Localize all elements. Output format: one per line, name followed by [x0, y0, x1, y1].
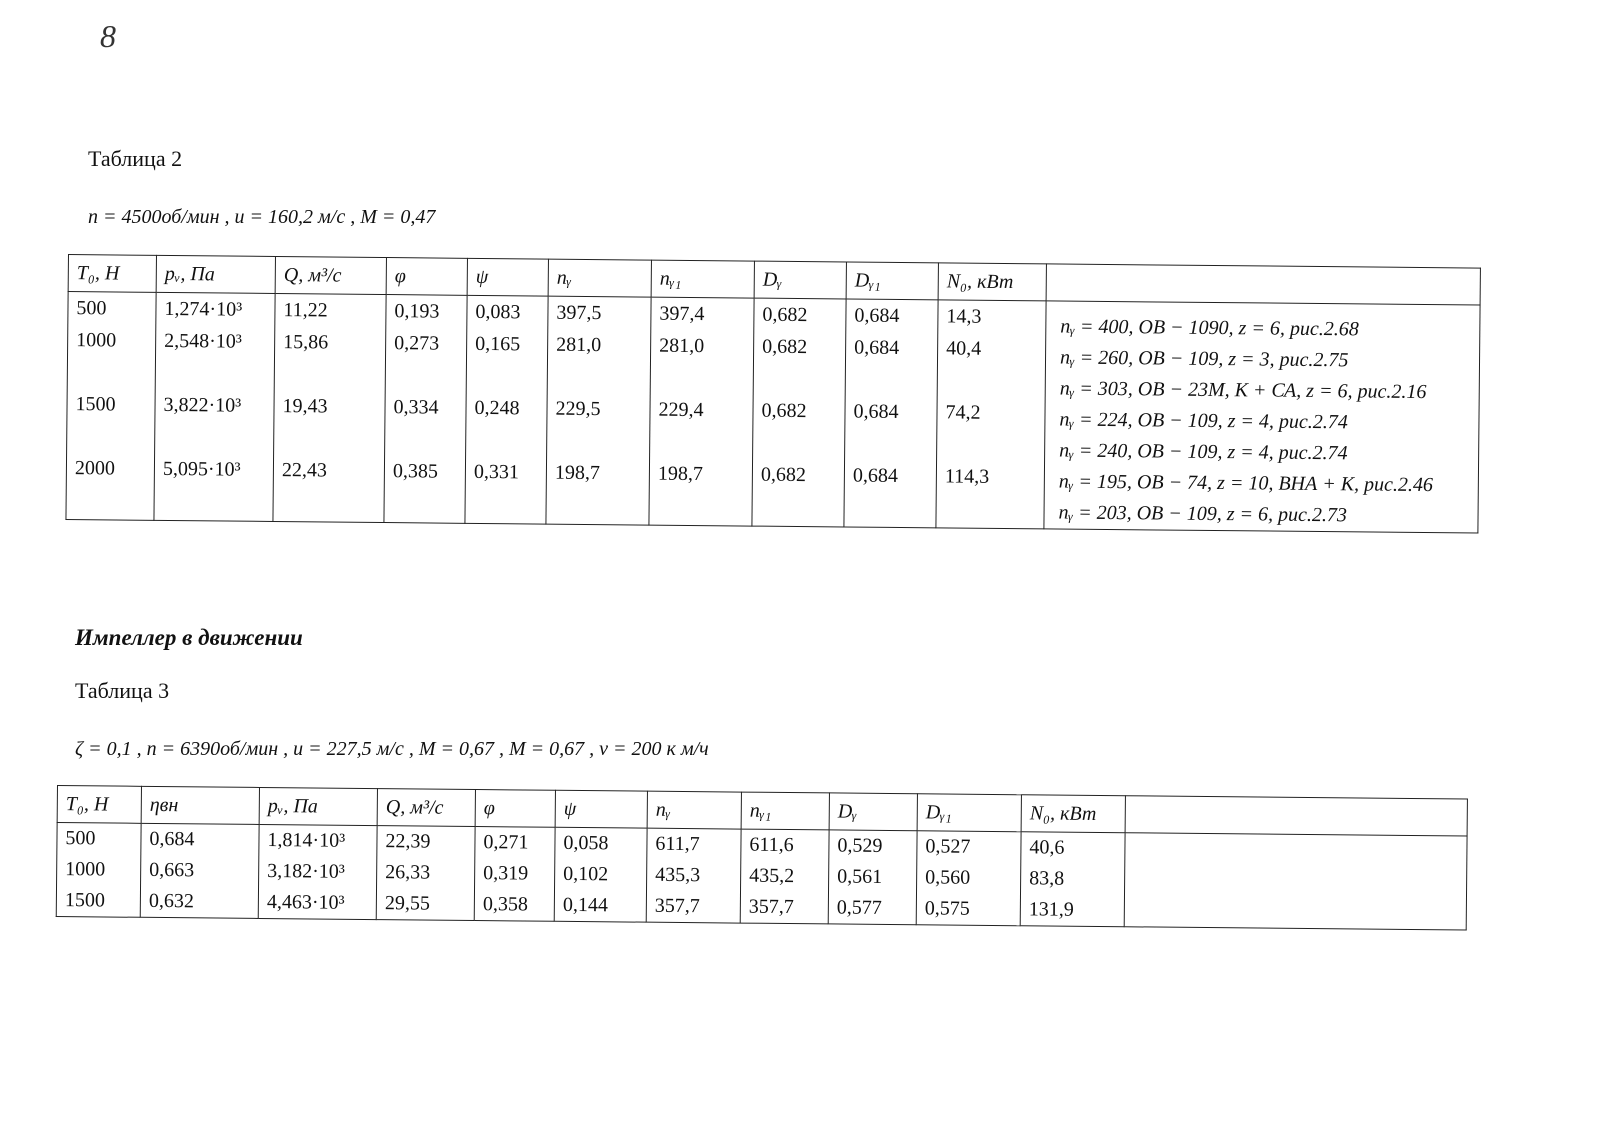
table3-q-cell: 29,55 [384, 892, 430, 915]
table3-n0-cell: 83,8 [1029, 867, 1065, 890]
table2-ny-cell: 281,0 [556, 333, 602, 357]
table3 [56, 785, 1468, 931]
table3-dy-cell: 0,577 [836, 896, 882, 919]
table2-q-cell [283, 358, 377, 391]
table2-pv-cell [162, 485, 264, 518]
table3-col-ny1 [740, 829, 829, 924]
table2-t0-cell [76, 356, 147, 389]
table2-pv-cell [164, 357, 266, 390]
table2-col-dy [752, 298, 846, 527]
table2-params: n = 4500об/мин , u = 160,2 м/с , M = 0,47 [88, 206, 436, 228]
table2-ny1-cell [658, 426, 744, 459]
table2-t0-cell: 1500 [75, 393, 116, 416]
table3-col-n0 [1020, 832, 1125, 927]
page-number: 8 [100, 18, 116, 54]
table2-ny1-cell: 281,0 [659, 334, 705, 358]
table2-col-q [273, 293, 386, 522]
table2-note: nᵧ = 224, ОВ − 109, z = 4, рис.2.74 [1059, 408, 1348, 434]
table2-header-notes [1046, 264, 1480, 305]
table2-q-cell: 11,22 [283, 299, 328, 322]
table2-t0-cell: 500 [76, 297, 107, 320]
table2-phi-cell: 0,193 [394, 300, 440, 323]
table3-dy1-cell: 0,560 [925, 866, 971, 889]
table2-dy1-cell [853, 428, 928, 461]
table3-dy-cell: 0,561 [837, 865, 883, 888]
table3-n0-cell: 131,9 [1028, 898, 1074, 921]
table3-phi-cell: 0,358 [482, 893, 528, 916]
table2-ny1-cell [657, 490, 743, 523]
table2-psi-cell [474, 424, 538, 457]
table3-header-psi: ψ [555, 790, 647, 828]
table2-t0-cell [75, 420, 146, 453]
table2-psi-cell: 0,331 [473, 460, 520, 484]
table2-phi-cell: 0,273 [394, 332, 440, 355]
table2-psi-cell: 0,248 [474, 396, 520, 420]
table2-dy-cell: 0,682 [762, 303, 808, 327]
table2-n0-cell: 74,2 [945, 401, 981, 424]
table2-ny-cell: 198,7 [554, 461, 601, 485]
table3-col-empty [1124, 833, 1467, 930]
table3-col-psi [554, 827, 647, 922]
table2-col-n0 [936, 300, 1046, 529]
table2-ny-cell [556, 361, 642, 394]
table3-header-eta: ηвн [141, 786, 259, 824]
table2-phi-cell: 0,334 [393, 396, 439, 419]
table2-phi-cell: 0,385 [392, 460, 439, 483]
table2-note: nᵧ = 203, ОВ − 109, z = 6, рис.2.73 [1058, 501, 1348, 527]
table2-ny1-cell [659, 362, 745, 395]
table2-pv-cell: 3,822·10³ [163, 393, 242, 417]
table2-ny1-cell: 397,4 [659, 302, 705, 326]
table2-dy-cell: 0,682 [760, 463, 807, 487]
table-row [56, 823, 1467, 931]
table3-col-dy [828, 830, 917, 925]
table2-col-ny [546, 296, 651, 525]
table3-ny-cell: 435,3 [655, 863, 701, 887]
table2-n0-cell [946, 364, 1037, 397]
table2-col-notes [1044, 301, 1480, 533]
table2-dy1-cell: 0,684 [854, 304, 900, 327]
table2-n0-cell: 40,4 [946, 337, 982, 360]
table3-col-dy1 [916, 831, 1021, 926]
table2-q-cell: 22,43 [281, 459, 328, 482]
table3-psi-cell: 0,144 [562, 893, 608, 917]
table3-t0-cell: 1000 [65, 858, 106, 881]
table3-t0-cell: 500 [65, 827, 96, 850]
table2-pv-cell: 1,274·10³ [164, 297, 243, 321]
table3-pv-cell: 3,182·10³ [267, 860, 345, 883]
table2-phi-cell [393, 423, 457, 456]
table3-col-pv [258, 824, 377, 919]
table2-dy1-cell: 0,684 [853, 400, 899, 423]
table2-pv-cell: 2,548·10³ [164, 329, 242, 353]
table2-n0-cell [945, 428, 1036, 461]
table3-header-empty [1125, 796, 1467, 836]
table3-header-pv: pᵥ, Па [259, 787, 377, 825]
table2-q-cell: 15,86 [283, 331, 329, 354]
table2-t0-cell [74, 484, 145, 517]
table3-caption: Таблица 3 [75, 678, 170, 703]
table3-header-ny: nᵧ [647, 791, 741, 829]
table2-dy-cell [761, 427, 836, 460]
table3-q-cell: 22,39 [385, 830, 431, 853]
table3-phi-cell: 0,319 [483, 862, 529, 885]
table2-col-ny1 [649, 297, 754, 526]
table2-q-cell: 19,43 [282, 395, 328, 418]
table2-dy1-cell [852, 492, 927, 525]
table2-ny-cell: 229,5 [555, 397, 601, 421]
table3-eta-cell: 0,632 [148, 889, 194, 913]
table2-col-dy1 [844, 299, 938, 528]
table3-dy1-cell: 0,527 [925, 835, 971, 858]
table2-header-n0: N₀, кВт [938, 263, 1046, 301]
table2-psi-cell [473, 488, 537, 521]
table2-dy1-cell: 0,684 [854, 336, 900, 359]
table3-header-n0: N₀, кВт [1021, 795, 1125, 833]
table2-dy1-cell: 0,684 [852, 464, 899, 487]
table2-col-t0 [66, 292, 156, 521]
table2-header-t0: T₀, Н [68, 255, 156, 293]
table2-phi-cell [392, 487, 456, 520]
table2-header-ny: nᵧ [548, 259, 651, 297]
table3-pv-cell: 4,463·10³ [266, 891, 345, 914]
table2-n0-cell: 14,3 [946, 305, 982, 328]
table3-eta-cell: 0,684 [149, 827, 195, 851]
table3-eta-cell: 0,663 [149, 858, 195, 882]
table2-note: nᵧ = 195, ОВ − 74, z = 10, ВНА + К, рис.2.46 [1058, 470, 1434, 497]
table2-pv-cell [163, 421, 265, 454]
table2-note: nᵧ = 240, ОВ − 109, z = 4, рис.2.74 [1059, 439, 1348, 465]
table3-psi-cell: 0,058 [563, 831, 609, 855]
table2-pv-cell: 5,095·10³ [162, 457, 241, 481]
table3-pv-cell: 1,814·10³ [267, 829, 346, 852]
table3-n0-cell: 40,6 [1029, 836, 1065, 859]
table3-ny1-cell: 435,2 [749, 864, 795, 888]
table2-ny-cell [555, 425, 641, 458]
table2-ny-cell: 397,5 [556, 301, 602, 325]
table2-header-pv: pᵥ, Па [156, 255, 275, 293]
table2-note: nᵧ = 303, ОВ − 23М, К + СА, z = 6, рис.2.16 [1059, 377, 1427, 404]
table2-dy1-cell [854, 364, 929, 397]
table3-col-q [376, 826, 475, 921]
table3-ny-cell: 357,7 [654, 894, 700, 918]
section-title: Импеллер в движении [75, 625, 303, 650]
table3-header-q: Q, м³/с [377, 789, 475, 827]
table3-ny1-cell: 611,6 [749, 833, 794, 857]
table2-header-ny1: nᵧ₁ [651, 260, 754, 298]
table2-col-psi [465, 295, 548, 524]
table2-header-dy: Dᵧ [754, 261, 846, 299]
table2-ny1-cell: 198,7 [657, 462, 704, 486]
table2-t0-cell: 2000 [74, 457, 116, 480]
table3-header-ny1: nᵧ₁ [741, 792, 829, 830]
table2-dy-cell: 0,682 [761, 399, 807, 423]
table2-dy-cell [762, 363, 837, 396]
table3-header-phi: φ [475, 790, 555, 828]
table-row [66, 292, 1480, 534]
table2-t0-cell: 1000 [76, 329, 117, 352]
table2 [65, 254, 1480, 534]
table2-note: nᵧ = 260, ОВ − 109, z = 3, рис.2.75 [1059, 346, 1349, 372]
table3-params: ζ = 0,1 , n = 6390об/мин , u = 227,5 м/с , M = 0,67 , M = 0,67 , v = 200 к м/ч [75, 738, 709, 760]
table2-col-phi [384, 295, 467, 524]
table3-col-ny [646, 828, 741, 923]
table2-caption: Таблица 2 [88, 146, 183, 171]
table2-header-psi: ψ [467, 258, 548, 296]
table2-psi-cell: 0,165 [475, 332, 521, 356]
table3-dy1-cell: 0,575 [924, 897, 970, 920]
table3-ny-cell: 611,7 [655, 832, 700, 856]
table2-header-q: Q, м³/с [275, 256, 386, 294]
table2-ny-cell [554, 489, 640, 522]
table2-psi-cell [475, 360, 539, 393]
table2-col-pv [154, 292, 275, 521]
table3-col-eta [140, 823, 259, 918]
table2-note: nᵧ = 400, ОВ − 1090, z = 6, рис.2.68 [1060, 315, 1359, 341]
table3-dy-cell: 0,529 [837, 834, 883, 857]
table2-n0-cell: 114,3 [944, 465, 990, 488]
table2-phi-cell [394, 359, 458, 392]
table2-q-cell [281, 486, 375, 519]
table2-psi-cell: 0,083 [475, 300, 521, 324]
table3-psi-cell: 0,102 [563, 862, 609, 886]
table2-q-cell [282, 422, 376, 455]
table3-header-dy: Dᵧ [829, 793, 917, 831]
table2-dy-cell [760, 491, 835, 524]
table3-ny1-cell: 357,7 [748, 895, 794, 919]
table3-header-t0: T₀, Н [57, 786, 141, 824]
table2-n0-cell [944, 492, 1035, 525]
table3-t0-cell: 1500 [64, 889, 105, 912]
table3-phi-cell: 0,271 [483, 831, 529, 854]
table2-ny1-cell: 229,4 [658, 398, 704, 422]
table2-dy-cell: 0,682 [762, 335, 808, 359]
table2-header-dy1: Dᵧ₁ [846, 262, 938, 300]
table3-q-cell: 26,33 [385, 861, 431, 884]
table3-col-phi [474, 827, 555, 922]
table3-header-dy1: Dᵧ₁ [917, 794, 1021, 832]
table3-col-t0 [56, 823, 141, 918]
table2-header-phi: φ [386, 258, 467, 296]
